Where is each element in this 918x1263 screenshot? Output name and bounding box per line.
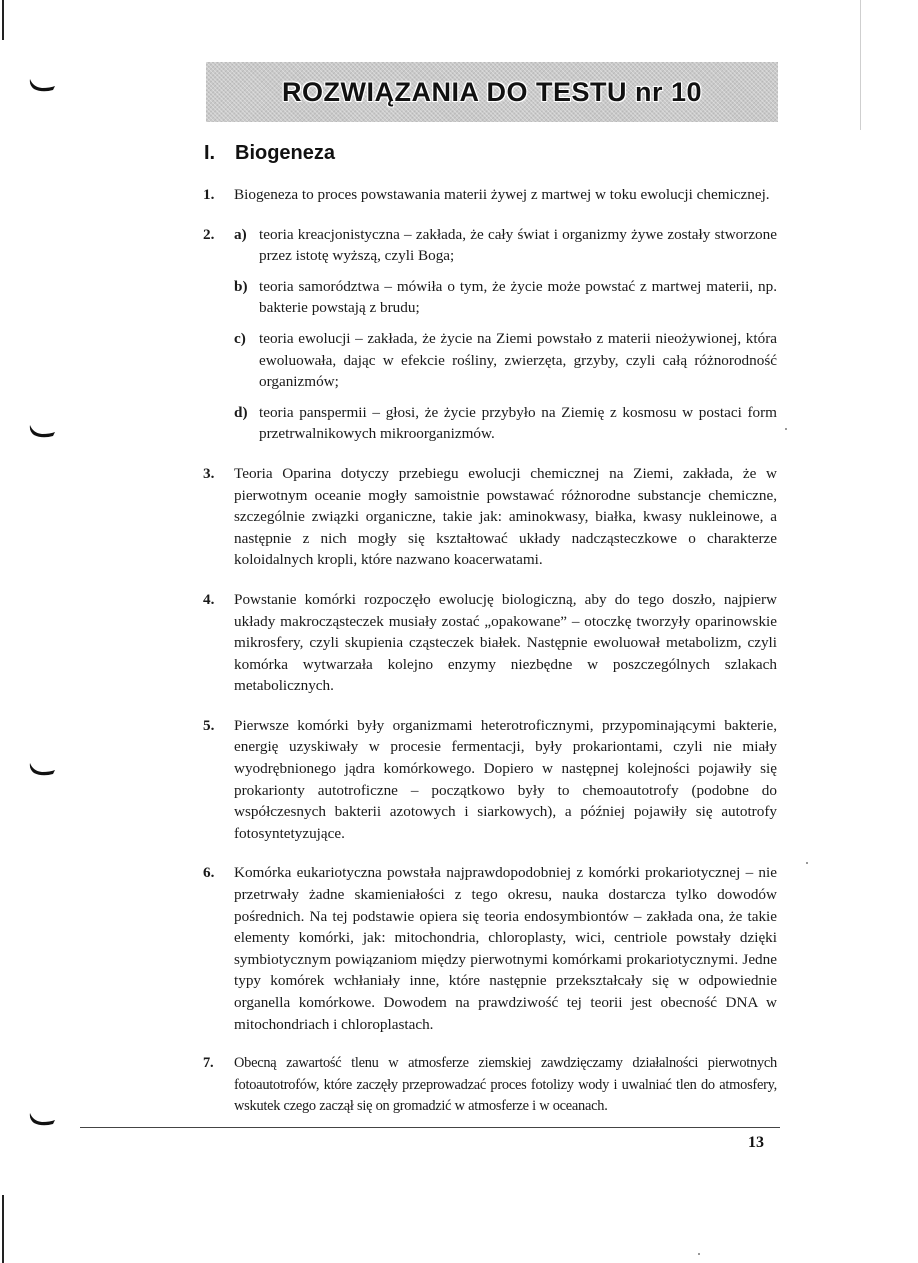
item-text: Obecną zawartość tlenu w atmosferze ziemskiej zawdzięczamy działalności pierwotnych fotoautotrofów, które zaczęły przeprowadzać proces fotolizy wody i uwalniać tlen do atmosfery, wskutek czego zaczął się on gromadzić w atmosferze i w oceanach. <box>234 1055 777 1115</box>
answer-item-2 <box>203 224 777 445</box>
answer-item-5 <box>203 715 777 845</box>
title-banner <box>206 62 778 122</box>
scan-edge-line <box>860 0 861 130</box>
subitem-letter: d) <box>234 403 248 421</box>
punch-hole-mark-icon <box>28 76 58 92</box>
scan-speck <box>785 428 787 430</box>
subitem-b <box>234 276 777 319</box>
subitem-text: teoria panspermii – głosi, że życie przybyło na Ziemię z kosmosu w postaci form przetrwalnikowych mikroorganizmów. <box>259 403 777 443</box>
item-number: 2. <box>203 225 215 243</box>
page-number: 13 <box>748 1134 764 1151</box>
punch-hole-mark-icon <box>28 422 58 438</box>
subitem-a <box>234 224 777 267</box>
answers-list <box>203 184 777 1118</box>
subitem-c <box>234 328 777 393</box>
subitem-letter: b) <box>234 277 248 295</box>
subitem-letter: a) <box>234 225 247 243</box>
item-number: 7. <box>203 1055 214 1072</box>
subitem-text: teoria kreacjonistyczna – zakłada, że cały świat i organizmy żywe zostały stworzone przez istotę wyższą, czyli Boga; <box>259 225 777 265</box>
punch-hole-mark-icon <box>28 760 58 776</box>
scan-speck <box>698 1253 700 1255</box>
binding-edge-mark <box>2 1195 4 1263</box>
item-text: Teoria Oparina dotyczy przebiegu ewolucji chemicznej na Ziemi, zakłada, że w pierwotnym oceanie mogły samoistnie powstawać różnorodne substancje chemiczne, szczególnie związki organiczne, takie jak: aminokwasy, białka, kwasy nukleinowe, a następnie z nich mogły się kształtować układy nadcząsteczkowe o charakterze koloidalnych kropli, które nazwano koacerwatami. <box>234 464 777 569</box>
subitem-d <box>234 402 777 445</box>
footer-rule <box>80 1127 780 1128</box>
section-heading <box>204 142 335 165</box>
binding-edge-mark <box>2 0 4 40</box>
banner-title: ROZWIĄZANIA DO TESTU nr 10 <box>281 76 702 107</box>
item-number: 3. <box>203 464 215 482</box>
subitem-text: teoria samorództwa – mówiła o tym, że życie może powstać z martwej materii, np. bakterie powstają z brudu; <box>259 277 777 317</box>
subitem-letter: c) <box>234 329 246 347</box>
subitem-text: teoria ewolucji – zakłada, że życie na Ziemi powstało z materii nieożywionej, która ewoluowała, dając w efekcie rośliny, zwierzęta, grzyby, czyli całą różnorodność organizmów; <box>259 329 777 391</box>
item-text: Powstanie komórki rozpoczęło ewolucję biologiczną, aby do tego doszło, najpierw układy makrocząsteczek musiały zostać „opakowane” – otoczkę tworzyły oparinowskie mikrosfery, czyli skupienia cząsteczek białek. Następnie ewoluował metabolizm, czyli komórka wytwarzała kolejno enzymy niezbędne w poszczególnych szlakach metabolicznych. <box>234 590 777 695</box>
answer-item-3 <box>203 463 777 571</box>
item-text: Komórka eukariotyczna powstała najprawdopodobniej z komórki prokariotycznej – nie przetrwały żadne skamieniałości z tego okresu, nauka dostarcza tylko dowodów pośrednich. Na tej podstawie opiera się teoria endosymbiontów – zakłada ona, że takie elementy komórki, jak: mitochondria, chloroplasty, wici, centriole powstały dzięki symbiotycznym powiązaniom między pierwotnymi komórkami prokariotycznymi. Jedne typy komórek wchłaniały inne, które następnie przekształcały się w odpowiednie organella komórkowe. Dowodem na prawdziwość tej teorii jest obecność DNA w mitochondriach i chloroplastach. <box>234 864 777 1033</box>
item-number: 4. <box>203 590 215 608</box>
answer-item-4 <box>203 589 777 697</box>
answer-item-1 <box>203 184 777 206</box>
item-number: 1. <box>203 186 215 203</box>
item-number: 5. <box>203 716 215 734</box>
section-number: I. <box>204 142 216 164</box>
item-text: Pierwsze komórki były organizmami heterotroficznymi, przypominającymi bakterie, energię uzyskiwały w procesie fermentacji, były prokariontami, czyli nie miały wyodrębnionego jądra komórkowego. Dopiero w następnej kolejności pojawiły się prokarionty autotroficzne – początkowo były to chemoautotrofy (podobne do współczesnych bakterii azotowych i siarkowych), a później pojawiły się autotrofy fotosyntetyzujące. <box>234 716 777 842</box>
answer-item-6 <box>203 862 777 1035</box>
item-text: Biogeneza to proces powstawania materii żywej z martwej w toku ewolucji chemicznej. <box>234 186 770 203</box>
punch-hole-mark-icon <box>28 1110 58 1126</box>
answer-item-7 <box>203 1053 777 1118</box>
section-title: Biogeneza <box>235 142 336 164</box>
scan-speck <box>806 862 808 864</box>
item-number: 6. <box>203 864 215 882</box>
